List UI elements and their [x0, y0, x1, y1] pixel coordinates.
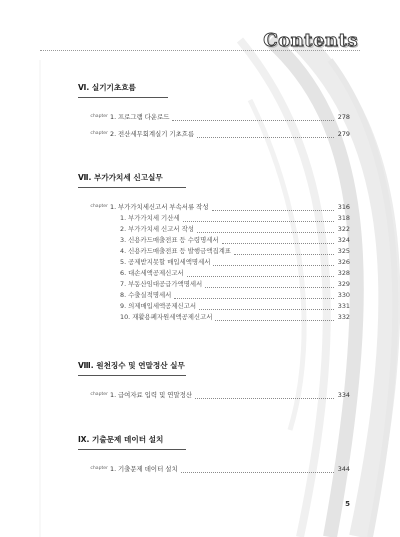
toc-subentry[interactable] — [78, 268, 350, 279]
chapter-tag: chapter — [90, 131, 108, 136]
subentry-page: 326 — [337, 258, 350, 266]
dot-leader — [222, 242, 334, 244]
section-heading: Ⅸ. 기출문제 데이터 설치 — [78, 434, 186, 450]
entry-title: 급여자료 입력 및 연말정산 — [118, 391, 193, 399]
subentry-page: 331 — [337, 302, 350, 310]
entry-page: 278 — [337, 113, 350, 121]
toc-subentry[interactable] — [78, 301, 350, 312]
subentry-page: 332 — [337, 313, 350, 321]
toc-section-vii — [78, 172, 350, 323]
dot-leader — [187, 275, 334, 277]
entry-title: 프로그램 다운로드 — [118, 113, 170, 121]
dot-leader — [205, 286, 334, 288]
dot-leader — [197, 231, 334, 233]
subentry-page: 330 — [337, 291, 350, 299]
toc-subentry[interactable] — [78, 224, 350, 235]
chapter-tag: chapter — [90, 466, 108, 471]
title-divider — [40, 50, 360, 51]
dot-leader — [213, 264, 334, 266]
subentry-title: 3. 신용카드매출전표 등 수령명세서 — [120, 236, 219, 244]
toc-subentry[interactable] — [78, 235, 350, 246]
dot-leader — [195, 397, 334, 399]
subentry-title: 6. 대손세액공제신고서 — [120, 269, 184, 277]
subentry-title: 9. 의제매입세액공제신고서 — [120, 302, 197, 310]
toc-entry[interactable] — [78, 390, 350, 401]
subentry-page: 318 — [337, 214, 350, 222]
entry-number: 1. — [110, 203, 117, 211]
dot-leader — [234, 253, 334, 255]
toc-entry[interactable] — [78, 112, 350, 123]
dot-leader — [199, 308, 334, 310]
dot-leader — [174, 297, 334, 299]
toc-subentry[interactable] — [78, 257, 350, 268]
toc-subentry[interactable] — [78, 246, 350, 257]
toc-section-viii — [78, 360, 350, 401]
toc-subentry[interactable] — [78, 213, 350, 224]
page-title: Contents — [263, 30, 358, 51]
dot-leader — [181, 471, 334, 473]
toc-entry[interactable] — [78, 464, 350, 475]
section-heading: Ⅵ. 실기기초흐름 — [78, 82, 168, 98]
section-heading: Ⅶ. 부가가치세 신고실무 — [78, 172, 186, 188]
subentry-title: 7. 부동산임대공급가액명세서 — [120, 280, 203, 288]
toc-section-ix — [78, 434, 350, 475]
chapter-tag: chapter — [90, 114, 108, 119]
dot-leader — [215, 319, 334, 321]
subentry-page: 324 — [337, 236, 350, 244]
page-number: 5 — [345, 500, 350, 508]
subentry-title: 5. 공제받지못할 매입세액명세서 — [120, 258, 211, 266]
entry-number: 1. — [110, 465, 117, 473]
toc-section-vi — [78, 82, 350, 140]
chapter-tag: chapter — [90, 392, 108, 397]
dot-leader — [197, 136, 334, 138]
chapter-tag: chapter — [90, 204, 108, 209]
entry-number: 2. — [110, 130, 117, 138]
subentry-title: 1. 부가가치세 기산세 — [120, 214, 180, 222]
subentry-page: 325 — [337, 247, 350, 255]
entry-number: 1. — [110, 113, 117, 121]
toc-entry[interactable] — [78, 129, 350, 140]
subentry-title: 2. 부가가치세 신고서 작성 — [120, 225, 194, 233]
entry-title: 부가가치세신고서 부속서류 작성 — [118, 203, 209, 211]
dot-leader — [212, 209, 335, 211]
dot-leader — [172, 119, 334, 121]
subentry-page: 329 — [337, 280, 350, 288]
toc-entry[interactable] — [78, 202, 350, 213]
section-heading: Ⅷ. 원천징수 및 연말정산 실무 — [78, 360, 186, 376]
entry-page: 316 — [337, 203, 350, 211]
toc-subentry[interactable] — [78, 312, 350, 323]
subentry-title: 10. 재활용폐자원세액공제신고서 — [120, 313, 213, 321]
entry-title: 기출문제 데이터 설치 — [118, 465, 178, 473]
entry-page: 279 — [337, 130, 350, 138]
toc-subentry[interactable] — [78, 290, 350, 301]
subentry-title: 4. 신용카드매출전표 등 발행금액집계표 — [120, 247, 231, 255]
toc-subentry[interactable] — [78, 279, 350, 290]
entry-title: 전산세무회계실기 기초흐름 — [118, 130, 195, 138]
subentry-page: 328 — [337, 269, 350, 277]
dot-leader — [183, 220, 334, 222]
subentry-page: 322 — [337, 225, 350, 233]
subentry-title: 8. 수출실적명세서 — [120, 291, 172, 299]
entry-number: 1. — [110, 391, 117, 399]
entry-page: 344 — [337, 465, 350, 473]
entry-page: 334 — [337, 391, 350, 399]
